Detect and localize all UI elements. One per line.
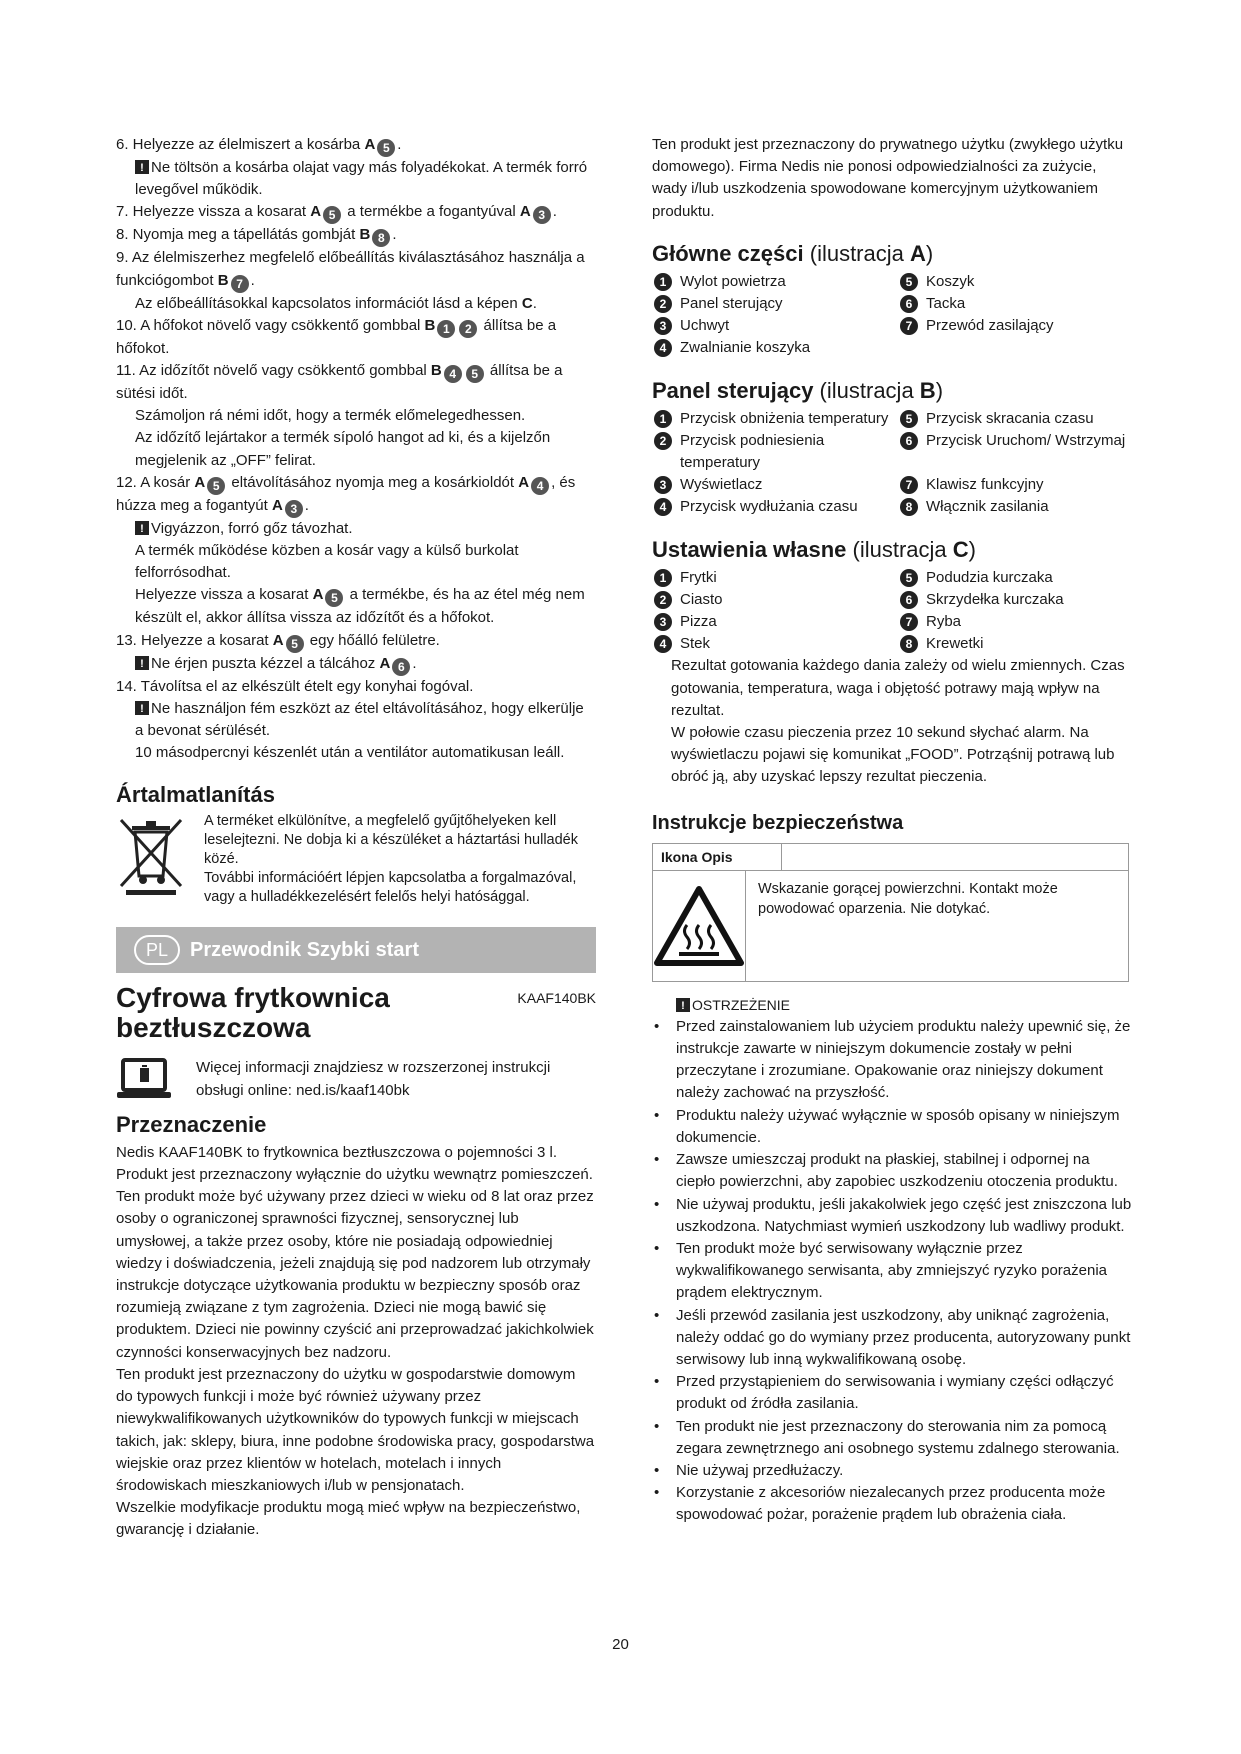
safety-icon-table: [652, 843, 1129, 982]
step-line: 7. Helyezze vissza a kosarat A 5 a termékbe a fogantyúval A 3 .: [116, 203, 557, 223]
step-line: 14. Távolítsa el az elkészült ételt egy konyhai fogóval.: [116, 677, 474, 695]
part-item: 4 Zwalnianie koszyka: [652, 337, 898, 359]
step-line: 6. Helyezze az élelmiszert a kosárba A 5 .: [116, 136, 402, 155]
purpose-paragraph: Produkt jest przeznaczony wyłącznie do użytku wewnątrz pomieszczeń.: [116, 1166, 593, 1184]
part-item: 7 Przewód zasilający: [898, 315, 1132, 337]
step-line: 12. A kosár A 5 eltávolításához nyomja meg a kosárkioldót A 4 , és húzza meg a fogantyút A 3 .: [116, 473, 576, 516]
list-item: • Ten produkt może być serwisowany wyłącznie przez wykwalifikowanego serwisanta, aby zmniejszyć ryzyko porażenia prądem elektrycznym.: [652, 1238, 1132, 1305]
part-item: 4 Przycisk wydłużania czasu: [652, 496, 898, 518]
step-line: Számoljon rá némi időt, hogy a termék előmelegedhessen.: [135, 407, 526, 425]
online-info: [116, 1057, 596, 1101]
step-line: Helyezze vissza a kosarat A 5 a termékbe, és ha az étel még nem készült el, akkor állítsa vissza az időzítőt és a hőfokot.: [135, 586, 585, 627]
step-line: 10. A hőfokot növelő vagy csökkentő gombbal B 1 2 állítsa be a hőfokot.: [116, 316, 557, 357]
part-item: 6 Tacka: [898, 293, 1132, 315]
number-marker-icon: 3: [285, 500, 303, 518]
product-title: Cyfrowa frytkownica beztłuszczowa: [116, 982, 390, 1044]
laptop-manual-icon: [116, 1057, 172, 1101]
part-item: 4 Stek: [652, 633, 898, 655]
step-line: 10 másodpercnyi készenlét után a ventilátor automatikusan leáll.: [135, 744, 565, 762]
number-marker-icon: 5: [286, 635, 304, 653]
number-marker-icon: 5: [900, 410, 918, 428]
number-marker-icon: 6: [900, 591, 918, 609]
list-item: • Nie używaj przedłużaczy.: [652, 1460, 1132, 1482]
part-item: 2 Ciasto: [652, 589, 898, 611]
part-item: 7 Klawisz funkcyjny: [898, 474, 1132, 496]
part-item: 6 Przycisk Uruchom/ Wstrzymaj: [898, 430, 1132, 474]
part-item: 1 Przycisk obniżenia temperatury: [652, 408, 898, 430]
number-marker-icon: 5: [207, 477, 225, 495]
part-item: 3 Wyświetlacz: [652, 474, 898, 496]
list-item: • Przed przystąpieniem do serwisowania i wymiany części odłączyć produkt od źródła zasilania.: [652, 1371, 1132, 1415]
number-marker-icon: 3: [654, 317, 672, 335]
step-line: A termék működése közben a kosár vagy a külső burkolat felforrósodhat.: [135, 542, 519, 582]
number-marker-icon: 5: [466, 365, 484, 383]
list-item: • Zawsze umieszczaj produkt na płaskiej, stabilnej i odpornej na ciepło powierzchni, aby zapobiec uszkodzeniu otoczenia produktu.: [652, 1149, 1132, 1193]
purpose-text: [116, 1142, 596, 1542]
number-marker-icon: 6: [392, 658, 410, 676]
hot-surface-icon: [653, 885, 745, 967]
list-item: • Jeśli przewód zasilania jest uszkodzony, aby uniknąć zagrożenia, należy oddać go do wymiany przez producenta, autoryzowany punkt serwisowy lub inną wykwalifikowaną osobę.: [652, 1305, 1132, 1372]
control-panel-heading: Panel sterujący (ilustracja B): [652, 377, 944, 403]
number-marker-icon: 3: [533, 206, 551, 224]
number-marker-icon: 2: [654, 432, 672, 450]
number-marker-icon: 8: [372, 229, 390, 247]
settings-list: [652, 567, 1132, 656]
number-marker-icon: 4: [531, 477, 549, 495]
banner-title: Przewodnik Szybki start: [190, 939, 419, 962]
main-parts-heading: Główne części (ilustracja A): [652, 240, 934, 266]
disposal-text-2: További információért lépjen kapcsolatba a forgalmazóval, vagy a hulladékkezelésért felelős helyi hatósággal.: [204, 870, 577, 906]
number-marker-icon: 2: [654, 591, 672, 609]
table-header-icon: Ikona Opis: [653, 844, 782, 870]
model-number: KAAF140BK: [517, 990, 596, 1007]
part-item: 1 Wylot powietrza: [652, 271, 898, 293]
disposal-text-1: A terméket elkülönítve, a megfelelő gyűjtőhelyeken kell leselejtezni. Ne dobja ki a készüléket a háztartási hulladék közé.: [204, 813, 578, 868]
main-parts-list: [652, 271, 1132, 360]
intro-paragraph: Ten produkt jest przeznaczony do prywatnego użytku (zwykłego użytku domowego). Firma Nedis nie ponosi odpowiedzialności za zużycie, wady i/lub uszkodzenia spowodowane komercyjnym użytkowaniem produktu.: [652, 136, 1124, 220]
list-item: • Przed zainstalowaniem lub użyciem produktu należy upewnić się, że instrukcje zawarte w niniejszym dokumencie zostały w pełni przeczytane i zrozumiane. Opakowanie oraz niniejszy dokument należy zachować na przyszłość.: [652, 1016, 1132, 1105]
purpose-paragraph: Wszelkie modyfikacje produktu mogą mieć wpływ na bezpieczeństwo, gwarancję i działanie.: [116, 1499, 581, 1539]
number-marker-icon: 5: [323, 206, 341, 224]
list-item: • Korzystanie z akcesoriów niezalecanych przez producenta może spowodować pożar, porażenie prądem lub obrażenia ciała.: [652, 1482, 1132, 1526]
number-marker-icon: 4: [654, 498, 672, 516]
number-marker-icon: 5: [900, 273, 918, 291]
step-line: Az előbeállításokkal kapcsolatos információt lásd a képen C.: [135, 294, 537, 312]
number-marker-icon: 3: [654, 613, 672, 631]
number-marker-icon: 3: [654, 476, 672, 494]
settings-note-2: W połowie czasu pieczenia przez 10 sekund słychać alarm. Na wyświetlaczu pojawi się komunikat „FOOD”. Potrząśnij potrawą lub obróć ją, aby uzyskać lepszy rezultat pieczenia.: [671, 724, 1115, 786]
weee-bin-icon: [116, 812, 186, 896]
number-marker-icon: 7: [231, 275, 249, 293]
step-line: !Ne érjen puszta kézzel a tálcához A 6 .: [116, 653, 596, 676]
number-marker-icon: 7: [900, 613, 918, 631]
step-line: 11. Az időzítőt növelő vagy csökkentő gombbal B 4 5 állítsa be a sütési időt.: [116, 362, 563, 403]
part-item: 3 Uchwyt: [652, 315, 898, 337]
number-marker-icon: 5: [325, 589, 343, 607]
disposal-heading: Ártalmatlanítás: [116, 782, 275, 808]
info-text: Więcej informacji znajdziesz w rozszerzonej instrukcji obsługi online: ned.is/kaaf140bk: [196, 1059, 551, 1099]
step-line: 9. Az élelmiszerhez megfelelő előbeállítás kiválasztásához használja a funkciógombot B 7 .: [116, 249, 585, 291]
settings-heading: Ustawienia własne (ilustracja C): [652, 536, 976, 562]
language-badge: PL: [134, 935, 180, 965]
warning-icon: [135, 656, 149, 670]
safety-bullets: [652, 1016, 1132, 1527]
warning-triangle-icon: [676, 998, 690, 1012]
disposal-block: [116, 812, 596, 907]
part-item: 3 Pizza: [652, 611, 898, 633]
step-line: Az időzítő lejártakor a termék sípoló hangot ad ki, és a kijelzőn megjelenik az „OFF” felirat.: [135, 429, 551, 469]
number-marker-icon: 1: [654, 410, 672, 428]
safety-heading: Instrukcje bezpieczeństwa: [652, 811, 904, 834]
number-marker-icon: 6: [900, 432, 918, 450]
number-marker-icon: 5: [377, 139, 395, 157]
left-column: [116, 134, 596, 1542]
number-marker-icon: 4: [444, 365, 462, 383]
purpose-paragraph: Ten produkt jest przeznaczony do użytku w gospodarstwie domowym do typowych funkcji i może być również używany przez niewykwalifikowanych użytkowników do typowych funkcji w miejscach takich, jak: sklepy, biura, inne podobne środowiska pracy, gospodarstwa wiejskie oraz przez klientów w hotelach, motelach i innych środowiskach mieszkaniowych i/lub w pensjonatach.: [116, 1365, 595, 1494]
number-marker-icon: 6: [900, 295, 918, 313]
number-marker-icon: 7: [900, 476, 918, 494]
number-marker-icon: 4: [654, 339, 672, 357]
part-item: 2 Przycisk podniesienia temperatury: [652, 430, 898, 474]
warning-label: !OSTRZEŻENIE: [652, 994, 1132, 1016]
number-marker-icon: 1: [437, 320, 455, 338]
hot-surface-description: Wskazanie gorącej powierzchni. Kontakt może powodować oparzenia. Nie dotykać.: [758, 880, 1058, 917]
number-marker-icon: 8: [900, 635, 918, 653]
steps-list: [116, 134, 596, 764]
purpose-paragraph: Ten produkt może być używany przez dzieci w wieku od 8 lat oraz przez osoby o ograniczonej sprawności fizycznej, sensorycznej lub umysłowej, a także przez osoby, które nie posiadają odpowiedniej wiedzy i doświadczenia, jeżeli znajdują się pod nadzorem lub otrzymały instrukcje dotyczące użytkowania produktu w bezpieczny sposób oraz rozumieją związane z tym zagrożenia. Dzieci nie mogą bawić się produktem. Dzieci nie powinny czyścić ani przeprowadzać jakichkolwiek czynności konserwacyjnych bez nadzoru.: [116, 1188, 594, 1361]
warning-icon: [135, 521, 149, 535]
page-number: 20: [612, 1636, 629, 1653]
number-marker-icon: 1: [654, 569, 672, 587]
settings-note-1: Rezultat gotowania każdego dania zależy od wielu zmiennych. Czas gotowania, temperatura, waga i objętość potrawy mają wpływ na rezultat.: [671, 657, 1125, 719]
purpose-heading: Przeznaczenie: [116, 1111, 267, 1137]
part-item: 7 Ryba: [898, 611, 1132, 633]
list-item: • Ten produkt nie jest przeznaczony do sterowania nim za pomocą zegara zewnętrznego ani osobnego systemu zdalnego sterowania.: [652, 1416, 1132, 1460]
part-item: 8 Włącznik zasilania: [898, 496, 1132, 518]
right-column: [652, 134, 1132, 1527]
quick-start-banner: [116, 927, 596, 973]
number-marker-icon: 2: [654, 295, 672, 313]
step-line: !Vigyázzon, forró gőz távozhat.: [116, 518, 596, 540]
part-item: 5 Podudzia kurczaka: [898, 567, 1132, 589]
control-panel-list: [652, 408, 1132, 519]
list-item: • Nie używaj produktu, jeśli jakakolwiek jego część jest zniszczona lub uszkodzona. Natychmiast wymień uszkodzony lub wadliwy produkt.: [652, 1194, 1132, 1238]
step-line: !Ne töltsön a kosárba olajat vagy más folyadékokat. A termék forró levegővel működik.: [116, 157, 596, 201]
part-item: 8 Krewetki: [898, 633, 1132, 655]
part-item: 2 Panel sterujący: [652, 293, 898, 315]
number-marker-icon: 1: [654, 273, 672, 291]
list-item: • Produktu należy używać wyłącznie w sposób opisany w niniejszym dokumencie.: [652, 1105, 1132, 1149]
number-marker-icon: 2: [459, 320, 477, 338]
warning-icon: [135, 160, 149, 174]
step-line: !Ne használjon fém eszközt az étel eltávolításához, hogy elkerülje a bevonat sérülését.: [116, 698, 596, 742]
part-item: 1 Frytki: [652, 567, 898, 589]
part-item: 5 Koszyk: [898, 271, 1132, 293]
part-item: 6 Skrzydełka kurczaka: [898, 589, 1132, 611]
number-marker-icon: 8: [900, 498, 918, 516]
number-marker-icon: 5: [900, 569, 918, 587]
warning-icon: [135, 701, 149, 715]
number-marker-icon: 7: [900, 317, 918, 335]
part-item: 5 Przycisk skracania czasu: [898, 408, 1132, 430]
purpose-paragraph: Nedis KAAF140BK to frytkownica beztłuszczowa o pojemności 3 l.: [116, 1143, 558, 1161]
number-marker-icon: 4: [654, 635, 672, 653]
step-line: 8. Nyomja meg a tápellátás gombját B 8 .: [116, 226, 397, 246]
step-line: 13. Helyezze a kosarat A 5 egy hőálló felületre.: [116, 631, 440, 651]
